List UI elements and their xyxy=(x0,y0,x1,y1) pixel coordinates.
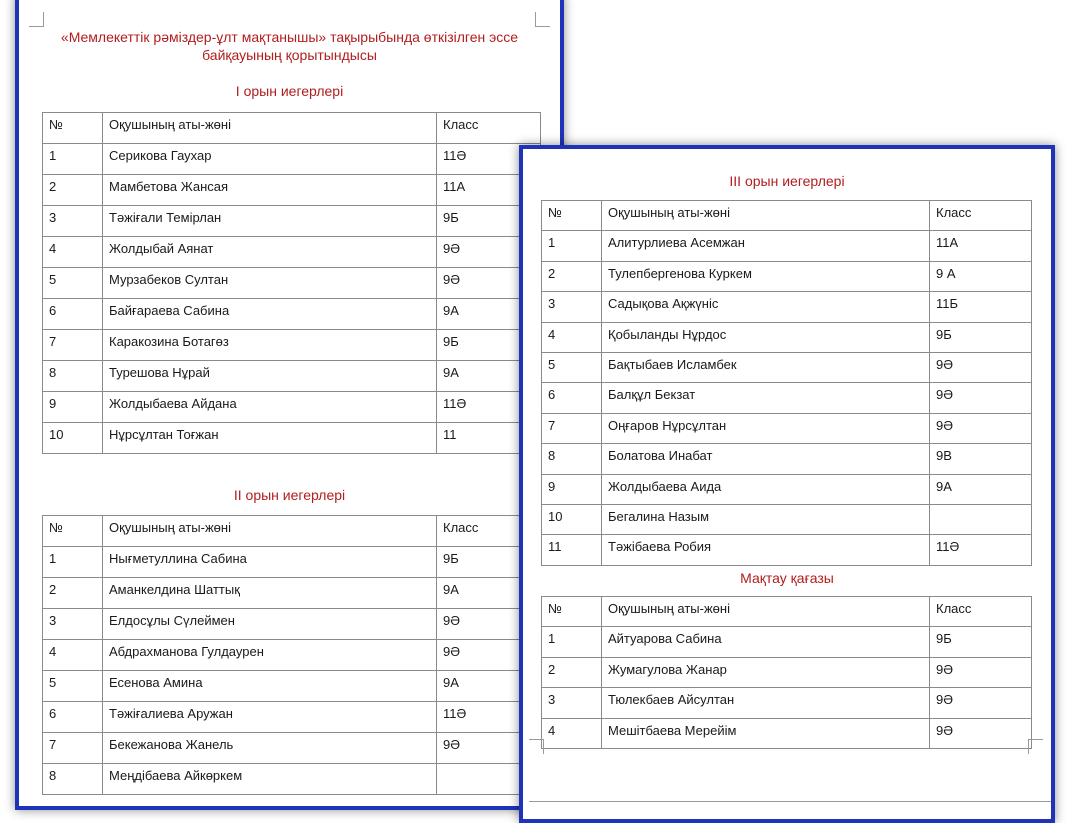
student-name: Аманкелдина Шаттық xyxy=(103,578,437,609)
row-number: 8 xyxy=(43,361,103,392)
column-header-name: Оқушының аты-жөні xyxy=(103,516,437,547)
table-row xyxy=(542,688,1032,718)
student-class: 9Ә xyxy=(437,609,541,640)
column-header-name: Оқушының аты-жөні xyxy=(602,597,930,627)
page-divider xyxy=(529,801,1051,802)
row-number: 1 xyxy=(43,144,103,175)
column-header-number: № xyxy=(43,113,103,144)
student-class: 9А xyxy=(930,474,1032,504)
student-name: Бекежанова Жанель xyxy=(103,733,437,764)
row-number: 2 xyxy=(542,261,602,291)
row-number: 7 xyxy=(43,733,103,764)
document-title xyxy=(19,28,560,64)
table-row xyxy=(542,352,1032,382)
row-number: 6 xyxy=(542,383,602,413)
column-header-class: Класс xyxy=(930,597,1032,627)
row-number: 4 xyxy=(542,718,602,748)
student-class: 11Б xyxy=(930,292,1032,322)
student-name: Абдрахманова Гулдаурен xyxy=(103,640,437,671)
table-row xyxy=(43,392,541,423)
student-class: 9Ә xyxy=(930,688,1032,718)
row-number: 3 xyxy=(43,206,103,237)
student-name: Каракозина Ботагөз xyxy=(103,330,437,361)
student-name: Оңғаров Нұрсұлтан xyxy=(602,413,930,443)
student-name: Жолдыбаева Аида xyxy=(602,474,930,504)
table-header-row xyxy=(542,201,1032,231)
table-row xyxy=(43,764,541,795)
table-row xyxy=(542,504,1032,534)
table-row xyxy=(43,423,541,454)
row-number: 1 xyxy=(542,231,602,261)
table-header-row xyxy=(542,597,1032,627)
table-row xyxy=(43,578,541,609)
table-row xyxy=(43,547,541,578)
column-header-name: Оқушының аты-жөні xyxy=(103,113,437,144)
student-name: Тәжібаева Робия xyxy=(602,535,930,565)
row-number: 3 xyxy=(43,609,103,640)
student-name: Мешітбаева Мерейім xyxy=(602,718,930,748)
table-row xyxy=(43,702,541,733)
table-second-place xyxy=(42,515,541,795)
row-number: 3 xyxy=(542,292,602,322)
student-class: 9Ә xyxy=(437,640,541,671)
table-header-row xyxy=(43,516,541,547)
row-number: 2 xyxy=(43,578,103,609)
student-name: Мамбетова Жансая xyxy=(103,175,437,206)
student-class: 9Ә xyxy=(930,657,1032,687)
row-number: 7 xyxy=(43,330,103,361)
student-name: Есенова Амина xyxy=(103,671,437,702)
row-number: 6 xyxy=(43,299,103,330)
table-row xyxy=(43,330,541,361)
row-number: 5 xyxy=(43,268,103,299)
row-number: 4 xyxy=(43,640,103,671)
section-heading-first-place: І орын иегерлері xyxy=(235,83,344,99)
student-name: Бақтыбаев Исламбек xyxy=(602,352,930,382)
table-row xyxy=(542,718,1032,748)
table-row xyxy=(43,175,541,206)
column-header-number: № xyxy=(542,597,602,627)
table-first-place xyxy=(42,112,541,454)
student-class: 9В xyxy=(930,444,1032,474)
student-name: Балқұл Бекзат xyxy=(602,383,930,413)
table-row xyxy=(542,474,1032,504)
student-name: Жумагулова Жанар xyxy=(602,657,930,687)
student-class: 9 А xyxy=(930,261,1032,291)
section-heading-third-place: ІІІ орын иегерлері xyxy=(729,173,845,189)
table-row xyxy=(542,261,1032,291)
page-corner-mark xyxy=(535,12,550,27)
row-number: 4 xyxy=(43,237,103,268)
table-row xyxy=(542,413,1032,443)
student-class: 9Ә xyxy=(930,383,1032,413)
student-name: Елдосұлы Сүлеймен xyxy=(103,609,437,640)
row-number: 10 xyxy=(542,504,602,534)
row-number: 3 xyxy=(542,688,602,718)
document-title-line2: байқауының қорытындысы xyxy=(202,47,377,63)
student-class: 9Б xyxy=(930,322,1032,352)
student-name: Серикова Гаухар xyxy=(103,144,437,175)
table-row xyxy=(43,206,541,237)
column-header-number: № xyxy=(43,516,103,547)
table-row xyxy=(43,733,541,764)
table-row xyxy=(43,144,541,175)
student-class: 11Ә xyxy=(437,702,541,733)
student-name: Жолдыбай Аянат xyxy=(103,237,437,268)
table-row xyxy=(542,231,1032,261)
page-corner-mark xyxy=(1028,739,1043,754)
column-header-class: Класс xyxy=(437,113,541,144)
student-name: Тәжіғали Темірлан xyxy=(103,206,437,237)
student-class: 9Ә xyxy=(437,237,541,268)
student-name: Айтуарова Сабина xyxy=(602,627,930,657)
student-name: Нұрсұлтан Тоғжан xyxy=(103,423,437,454)
student-class: 9Ә xyxy=(437,733,541,764)
student-name: Қобыланды Нұрдос xyxy=(602,322,930,352)
table-row xyxy=(542,535,1032,565)
student-class: 9А xyxy=(437,671,541,702)
row-number: 11 xyxy=(542,535,602,565)
document-page-right xyxy=(519,145,1055,823)
student-class: 11 xyxy=(437,423,541,454)
row-number: 6 xyxy=(43,702,103,733)
document-page-left xyxy=(15,0,564,810)
student-class: 9А xyxy=(437,299,541,330)
student-class: 9А xyxy=(437,361,541,392)
column-header-number: № xyxy=(542,201,602,231)
table-row xyxy=(542,383,1032,413)
student-name: Тәжіғалиева Аружан xyxy=(103,702,437,733)
row-number: 4 xyxy=(542,322,602,352)
column-header-name: Оқушының аты-жөні xyxy=(602,201,930,231)
table-row xyxy=(542,322,1032,352)
row-number: 2 xyxy=(43,175,103,206)
student-name: Меңдібаева Айкөркем xyxy=(103,764,437,795)
student-class: 9Ә xyxy=(930,413,1032,443)
row-number: 5 xyxy=(43,671,103,702)
table-row xyxy=(43,299,541,330)
table-row xyxy=(542,444,1032,474)
table-row xyxy=(43,671,541,702)
row-number: 8 xyxy=(43,764,103,795)
student-name: Жолдыбаева Айдана xyxy=(103,392,437,423)
row-number: 7 xyxy=(542,413,602,443)
student-name: Алитурлиева Асемжан xyxy=(602,231,930,261)
row-number: 9 xyxy=(542,474,602,504)
student-name: Байғараева Сабина xyxy=(103,299,437,330)
student-class: 9Б xyxy=(437,206,541,237)
row-number: 8 xyxy=(542,444,602,474)
table-third-place xyxy=(541,200,1032,566)
section-heading-praise: Мақтау қағазы xyxy=(740,570,834,586)
student-name: Тюлекбаев Айсултан xyxy=(602,688,930,718)
table-praise xyxy=(541,596,1032,749)
student-name: Бегалина Назым xyxy=(602,504,930,534)
column-header-class: Класс xyxy=(930,201,1032,231)
student-name: Садықова Ақжүніс xyxy=(602,292,930,322)
table-row xyxy=(43,609,541,640)
student-class xyxy=(930,504,1032,534)
student-name: Нығметуллина Сабина xyxy=(103,547,437,578)
table-row xyxy=(43,640,541,671)
student-class: 11А xyxy=(437,175,541,206)
table-row xyxy=(43,237,541,268)
student-name: Мурзабеков Султан xyxy=(103,268,437,299)
table-header-row xyxy=(43,113,541,144)
student-class: 9Б xyxy=(930,627,1032,657)
row-number: 10 xyxy=(43,423,103,454)
student-class: 11А xyxy=(930,231,1032,261)
section-heading-second-place: ІІ орын иегерлері xyxy=(233,487,346,503)
student-class: 9А xyxy=(437,578,541,609)
student-class: 9Б xyxy=(437,330,541,361)
table-row xyxy=(542,657,1032,687)
row-number: 1 xyxy=(43,547,103,578)
student-class: 9Ә xyxy=(930,718,1032,748)
table-row xyxy=(43,361,541,392)
student-class: 9Ә xyxy=(437,268,541,299)
student-class: 11Ә xyxy=(437,144,541,175)
page-corner-mark xyxy=(529,739,544,754)
table-row xyxy=(542,292,1032,322)
page-corner-mark xyxy=(29,12,44,27)
student-class: 9Б xyxy=(437,547,541,578)
student-name: Тулепбергенова Куркем xyxy=(602,261,930,291)
table-row xyxy=(542,627,1032,657)
row-number: 9 xyxy=(43,392,103,423)
student-name: Турешова Нұрай xyxy=(103,361,437,392)
row-number: 1 xyxy=(542,627,602,657)
student-name: Болатова Инабат xyxy=(602,444,930,474)
student-class: 11Ә xyxy=(437,392,541,423)
document-title-line1: «Мемлекеттік рәміздер-ұлт мақтанышы» тақырыбында өткізілген эссе xyxy=(60,29,519,45)
row-number: 5 xyxy=(542,352,602,382)
student-class: 11Ә xyxy=(930,535,1032,565)
row-number: 2 xyxy=(542,657,602,687)
student-class: 9Ә xyxy=(930,352,1032,382)
column-header-class: Класс xyxy=(437,516,541,547)
table-row xyxy=(43,268,541,299)
